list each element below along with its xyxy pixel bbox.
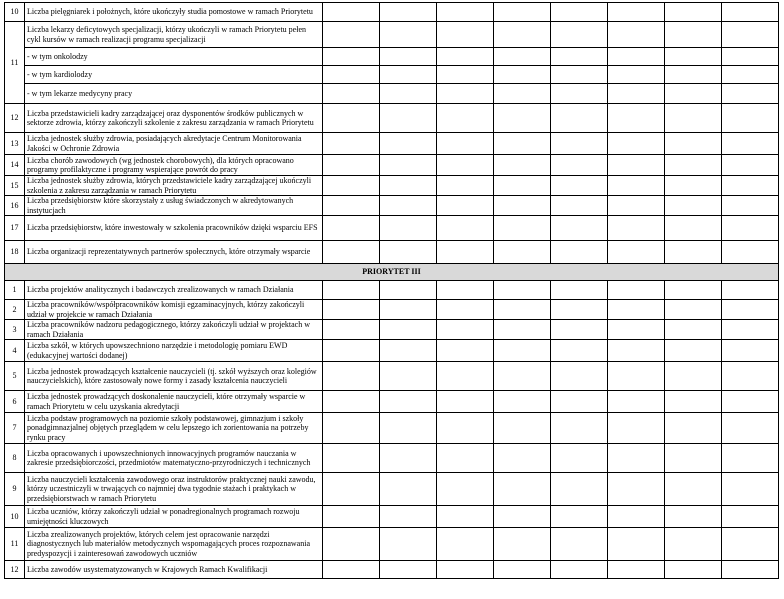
table-row [5,133,779,155]
value-cell[interactable] [665,196,722,216]
value-cell[interactable] [323,3,380,22]
row-number: 7 [5,413,25,444]
value-cell[interactable] [380,561,437,579]
value-cell[interactable] [551,84,608,104]
value-cell[interactable] [323,133,380,155]
indicator-description: Liczba przedsiębiorstw które skorzystały z usług świadczonych w akredytowanych instytucjach [25,196,323,216]
value-cell[interactable] [551,66,608,84]
value-cell[interactable] [323,340,380,362]
value-cell[interactable] [437,133,494,155]
value-cell[interactable] [494,22,551,48]
value-cell[interactable] [551,340,608,362]
row-number: 17 [5,216,25,241]
indicator-description: Liczba lekarzy deficytowych specjalizacji, którzy ukończyli w ramach Priorytetu pełen cykl kursów w ramach realizacji programu specjalizacji [25,22,323,48]
value-cell[interactable] [608,104,665,133]
value-cell[interactable] [551,528,608,561]
value-cell[interactable] [437,506,494,528]
table-row [5,528,779,561]
indicator-description: - w tym lekarze medycyny pracy [25,84,323,104]
value-cell[interactable] [380,216,437,241]
value-cell[interactable] [608,22,665,48]
value-cell[interactable] [722,104,779,133]
value-cell[interactable] [665,444,722,473]
row-number: 16 [5,196,25,216]
value-cell[interactable] [722,176,779,196]
value-cell[interactable] [380,391,437,413]
value-cell[interactable] [380,320,437,340]
value-cell[interactable] [437,444,494,473]
value-cell[interactable] [494,506,551,528]
indicator-description: Liczba pracowników/współpracowników komisji egzaminacyjnych, którzy zakończyli udział w projekcie w ramach Działania [25,300,323,320]
value-cell[interactable] [722,281,779,300]
table-row [5,48,779,66]
row-number: 8 [5,444,25,473]
value-cell[interactable] [380,362,437,391]
value-cell[interactable] [608,320,665,340]
value-cell[interactable] [380,413,437,444]
value-cell[interactable] [722,84,779,104]
row-number: 6 [5,391,25,413]
section-header-row [5,264,779,281]
value-cell[interactable] [494,3,551,22]
value-cell[interactable] [551,22,608,48]
value-cell[interactable] [494,473,551,506]
indicator-description: Liczba przedsiębiorstw, które inwestowały w szkolenia pracowników dzięki wsparciu EFS [25,216,323,241]
value-cell[interactable] [665,216,722,241]
value-cell[interactable] [380,3,437,22]
value-cell[interactable] [494,413,551,444]
row-number: 5 [5,362,25,391]
table-row [5,176,779,196]
value-cell[interactable] [380,241,437,264]
value-cell[interactable] [380,473,437,506]
row-number: 2 [5,300,25,320]
value-cell[interactable] [323,561,380,579]
value-cell[interactable] [380,66,437,84]
value-cell[interactable] [437,84,494,104]
value-cell[interactable] [494,196,551,216]
value-cell[interactable] [437,281,494,300]
table-row [5,155,779,176]
value-cell[interactable] [437,473,494,506]
table-row [5,196,779,216]
table-row [5,281,779,300]
indicator-description: Liczba jednostek prowadzących kształcenie nauczycieli (tj. szkół wyższych oraz kolegiów nauczycielskich), które zastosowały nowe formy i zasady kształcenia nauczycieli [25,362,323,391]
indicator-description: Liczba przedstawicieli kadry zarządzającej oraz dysponentów środków publicznych w sektorze zdrowia, którzy zakończyli szkolenie z zakresu zarządzania w ramach Priorytetu [25,104,323,133]
value-cell[interactable] [722,473,779,506]
value-cell[interactable] [722,300,779,320]
value-cell[interactable] [494,216,551,241]
value-cell[interactable] [551,155,608,176]
table-row [5,104,779,133]
value-cell[interactable] [380,48,437,66]
value-cell[interactable] [665,413,722,444]
value-cell[interactable] [722,133,779,155]
value-cell[interactable] [551,320,608,340]
value-cell[interactable] [380,155,437,176]
value-cell[interactable] [494,281,551,300]
indicator-description: Liczba pielęgniarek i położnych, które ukończyły studia pomostowe w ramach Priorytetu [25,3,323,22]
indicator-description: Liczba pracowników nadzoru pedagogicznego, którzy zakończyli udział w projektach w ramach Działania [25,320,323,340]
row-number: 4 [5,340,25,362]
value-cell[interactable] [494,133,551,155]
value-cell[interactable] [722,241,779,264]
value-cell[interactable] [665,320,722,340]
value-cell[interactable] [323,196,380,216]
value-cell[interactable] [665,473,722,506]
value-cell[interactable] [494,176,551,196]
indicator-description: Liczba chorób zawodowych (wg jednostek chorobowych), dla których opracowano programy profilaktyczne i programy wspierające powrót do pracy [25,155,323,176]
value-cell[interactable] [665,241,722,264]
value-cell[interactable] [437,300,494,320]
value-cell[interactable] [608,391,665,413]
value-cell[interactable] [551,176,608,196]
value-cell[interactable] [437,22,494,48]
value-cell[interactable] [722,444,779,473]
row-number: 12 [5,561,25,579]
value-cell[interactable] [323,84,380,104]
value-cell[interactable] [608,362,665,391]
value-cell[interactable] [665,22,722,48]
indicator-description: - w tym kardiolodzy [25,66,323,84]
indicator-description: Liczba organizacji reprezentatywnych partnerów społecznych, które otrzymały wsparcie [25,241,323,264]
value-cell[interactable] [380,281,437,300]
value-cell[interactable] [437,48,494,66]
value-cell[interactable] [608,444,665,473]
value-cell[interactable] [551,362,608,391]
value-cell[interactable] [380,340,437,362]
value-cell[interactable] [551,133,608,155]
value-cell[interactable] [722,196,779,216]
value-cell[interactable] [551,473,608,506]
value-cell[interactable] [551,561,608,579]
value-cell[interactable] [608,340,665,362]
indicator-description: Liczba nauczycieli kształcenia zawodowego oraz instruktorów praktycznej nauki zawodu, którzy uczestniczyli w trwających co najmniej dwa tygodnie stażach i praktykach w przedsiębiorstwach w ramach Priorytetu [25,473,323,506]
indicator-description: Liczba zrealizowanych projektów, których celem jest opracowanie narzędzi diagnostycznych lub materiałów metodycznych wspomagających proces rozpoznawania predyspozycji i zainteresowań zawodowych uczniów [25,528,323,561]
value-cell[interactable] [494,561,551,579]
value-cell[interactable] [722,528,779,561]
row-number: 10 [5,506,25,528]
value-cell[interactable] [722,340,779,362]
value-cell[interactable] [608,473,665,506]
value-cell[interactable] [437,362,494,391]
value-cell[interactable] [665,104,722,133]
table-row [5,3,779,22]
value-cell[interactable] [608,133,665,155]
value-cell[interactable] [323,320,380,340]
value-cell[interactable] [722,48,779,66]
value-cell[interactable] [608,155,665,176]
value-cell[interactable] [380,300,437,320]
table-row [5,300,779,320]
value-cell[interactable] [437,155,494,176]
value-cell[interactable] [494,320,551,340]
value-cell[interactable] [494,66,551,84]
indicator-description: Liczba zawodów usystematyzowanych w Krajowych Ramach Kwalifikacji [25,561,323,579]
table-row [5,22,779,48]
value-cell[interactable] [608,196,665,216]
value-cell[interactable] [323,155,380,176]
value-cell[interactable] [665,3,722,22]
value-cell[interactable] [722,391,779,413]
value-cell[interactable] [380,133,437,155]
section-title: PRIORYTET III [5,264,779,281]
indicator-description: Liczba projektów analitycznych i badawczych zrealizowanych w ramach Działania [25,281,323,300]
value-cell[interactable] [380,444,437,473]
table-row [5,362,779,391]
value-cell[interactable] [494,340,551,362]
indicator-description: Liczba podstaw programowych na poziomie szkoły podstawowej, gimnazjum i szkoły ponadgimnazjalnej objętych przeglądem w celu lepszego ich zorientowania na potrzeby rynku pracy [25,413,323,444]
value-cell[interactable] [608,281,665,300]
value-cell[interactable] [551,281,608,300]
value-cell[interactable] [608,66,665,84]
value-cell[interactable] [722,362,779,391]
indicator-description: Liczba jednostek służby zdrowia, których przedstawiciele kadry zarządzającej ukończyli szkolenia z zakresu zarządzania w ramach Priorytetu [25,176,323,196]
row-number: 12 [5,104,25,133]
value-cell[interactable] [665,133,722,155]
value-cell[interactable] [722,3,779,22]
value-cell[interactable] [722,155,779,176]
table-row [5,340,779,362]
value-cell[interactable] [437,528,494,561]
value-cell[interactable] [323,241,380,264]
value-cell[interactable] [665,391,722,413]
value-cell[interactable] [722,561,779,579]
value-cell[interactable] [323,413,380,444]
row-number: 9 [5,473,25,506]
table-row [5,561,779,579]
value-cell[interactable] [380,196,437,216]
value-cell[interactable] [665,300,722,320]
value-cell[interactable] [665,66,722,84]
value-cell[interactable] [437,340,494,362]
value-cell[interactable] [551,391,608,413]
indicator-description: Liczba opracowanych i upowszechnionych innowacyjnych programów nauczania w zakresie przedsiębiorczości, przedmiotów matematyczno-przyrodniczych i technicznych [25,444,323,473]
value-cell[interactable] [380,176,437,196]
value-cell[interactable] [551,413,608,444]
value-cell[interactable] [665,528,722,561]
table-row [5,84,779,104]
value-cell[interactable] [494,241,551,264]
indicator-description: Liczba jednostek służby zdrowia, posiadających akredytacje Centrum Monitorowania Jakości w Ochronie Zdrowia [25,133,323,155]
indicator-description: Liczba jednostek prowadzących doskonalenie nauczycieli, które otrzymały wsparcie w ramach Priorytetu w celu uzyskania akredytacji [25,391,323,413]
value-cell[interactable] [323,66,380,84]
value-cell[interactable] [494,528,551,561]
value-cell[interactable] [608,561,665,579]
value-cell[interactable] [722,22,779,48]
value-cell[interactable] [323,300,380,320]
value-cell[interactable] [323,528,380,561]
value-cell[interactable] [551,300,608,320]
value-cell[interactable] [494,48,551,66]
row-number: 10 [5,3,25,22]
value-cell[interactable] [380,104,437,133]
value-cell[interactable] [380,506,437,528]
value-cell[interactable] [323,473,380,506]
row-number: 13 [5,133,25,155]
value-cell[interactable] [323,506,380,528]
value-cell[interactable] [323,216,380,241]
table-row [5,216,779,241]
value-cell[interactable] [437,66,494,84]
row-number: 11 [5,528,25,561]
value-cell[interactable] [722,506,779,528]
value-cell[interactable] [437,241,494,264]
table-row [5,473,779,506]
value-cell[interactable] [437,104,494,133]
value-cell[interactable] [608,84,665,104]
value-cell[interactable] [608,48,665,66]
indicator-table [4,2,779,579]
value-cell[interactable] [608,300,665,320]
value-cell[interactable] [323,391,380,413]
value-cell[interactable] [494,300,551,320]
value-cell[interactable] [665,155,722,176]
value-cell[interactable] [608,528,665,561]
value-cell[interactable] [665,561,722,579]
value-cell[interactable] [323,444,380,473]
value-cell[interactable] [380,84,437,104]
value-cell[interactable] [323,22,380,48]
value-cell[interactable] [551,196,608,216]
value-cell[interactable] [665,281,722,300]
indicator-description: Liczba szkół, w których upowszechniono narzędzie i metodologię pomiaru EWD (edukacyjnej wartości dodanej) [25,340,323,362]
row-number: 14 [5,155,25,176]
indicator-description: Liczba uczniów, którzy zakończyli udział w ponadregionalnych programach rozwoju umiejętności kluczowych [25,506,323,528]
value-cell[interactable] [608,3,665,22]
value-cell[interactable] [437,216,494,241]
value-cell[interactable] [437,320,494,340]
value-cell[interactable] [494,362,551,391]
value-cell[interactable] [608,216,665,241]
value-cell[interactable] [665,84,722,104]
table-row [5,66,779,84]
table-row [5,391,779,413]
value-cell[interactable] [722,216,779,241]
value-cell[interactable] [551,241,608,264]
value-cell[interactable] [494,84,551,104]
value-cell[interactable] [665,340,722,362]
row-number: 11 [5,22,25,104]
value-cell[interactable] [551,104,608,133]
row-number: 18 [5,241,25,264]
table-row [5,241,779,264]
value-cell[interactable] [551,444,608,473]
value-cell[interactable] [665,506,722,528]
value-cell[interactable] [494,444,551,473]
value-cell[interactable] [437,3,494,22]
value-cell[interactable] [608,413,665,444]
value-cell[interactable] [437,176,494,196]
value-cell[interactable] [608,241,665,264]
row-number: 15 [5,176,25,196]
value-cell[interactable] [323,104,380,133]
value-cell[interactable] [608,506,665,528]
table-row [5,320,779,340]
value-cell[interactable] [665,48,722,66]
table-row [5,506,779,528]
table-row [5,444,779,473]
value-cell[interactable] [722,320,779,340]
value-cell[interactable] [665,176,722,196]
value-cell[interactable] [437,196,494,216]
value-cell[interactable] [665,362,722,391]
row-number: 1 [5,281,25,300]
table-row [5,413,779,444]
value-cell[interactable] [323,281,380,300]
value-cell[interactable] [323,176,380,196]
value-cell[interactable] [323,48,380,66]
row-number: 3 [5,320,25,340]
indicator-description: - w tym onkolodzy [25,48,323,66]
value-cell[interactable] [551,506,608,528]
value-cell[interactable] [437,561,494,579]
value-cell[interactable] [380,22,437,48]
value-cell[interactable] [494,155,551,176]
value-cell[interactable] [494,104,551,133]
value-cell[interactable] [608,176,665,196]
value-cell[interactable] [380,528,437,561]
value-cell[interactable] [551,3,608,22]
value-cell[interactable] [551,48,608,66]
value-cell[interactable] [722,413,779,444]
value-cell[interactable] [551,216,608,241]
value-cell[interactable] [437,413,494,444]
value-cell[interactable] [494,391,551,413]
value-cell[interactable] [323,362,380,391]
value-cell[interactable] [437,391,494,413]
value-cell[interactable] [722,66,779,84]
